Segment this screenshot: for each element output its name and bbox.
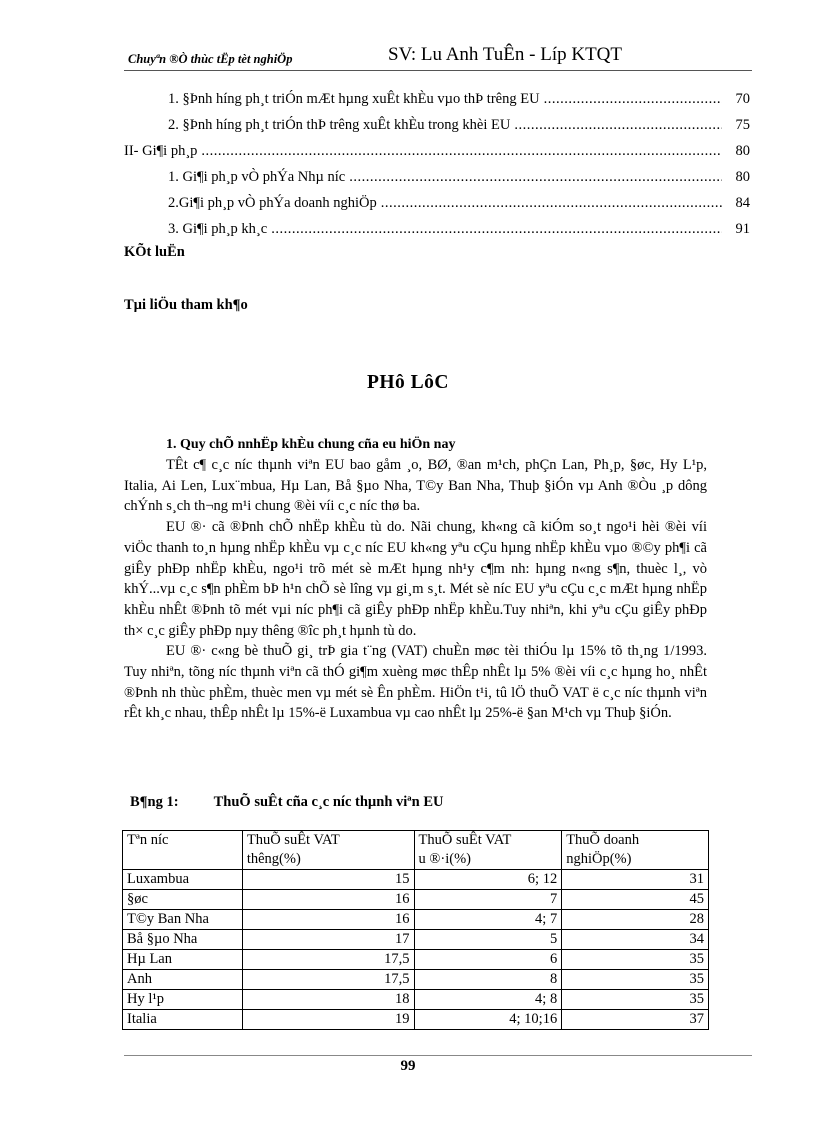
cell-vat-standard: 17,5 — [242, 950, 414, 970]
cell-vat-standard: 18 — [242, 990, 414, 1010]
toc-entry-page: 84 — [735, 195, 750, 211]
cell-vat-reduced: 4; 7 — [414, 910, 562, 930]
cell-corporate-tax: 31 — [562, 870, 709, 890]
cell-vat-reduced: 6 — [414, 950, 562, 970]
cell-vat-standard: 16 — [242, 890, 414, 910]
cell-vat-reduced: 7 — [414, 890, 562, 910]
cell-vat-reduced: 4; 8 — [414, 990, 562, 1010]
cell-country: T©y Ban Nha — [123, 910, 243, 930]
table-row — [123, 990, 709, 1010]
paragraph: TÊt c¶ c¸c níc thµnh viªn EU bao gåm ¸o, BØ, ®an m¹ch, phÇn Lan, Ph¸p, §øc, Hy L¹p, Italia, Ai Len, Lux¨mbua, Hµ Lan, Bå §µo Nha, T©y Ban Nha, Thuþ §iÓn vµ Anh ®Òu ¸p dông chÝnh s¸ch th¬ng m¹i chung ®èi víi c¸c níc thø ba. — [124, 457, 707, 515]
footer-divider — [124, 1055, 752, 1056]
table-row — [123, 970, 709, 990]
toc-leader-dots — [201, 138, 722, 164]
toc-entry — [124, 86, 750, 112]
cell-country: Luxambua — [123, 870, 243, 890]
cell-vat-standard: 17,5 — [242, 970, 414, 990]
cell-country: §øc — [123, 890, 243, 910]
cell-vat-reduced: 4; 10;16 — [414, 1010, 562, 1030]
cell-vat-standard: 17 — [242, 930, 414, 950]
toc-entry — [124, 190, 750, 216]
toc-entry-label: 1. Gi¶i ph¸p vÒ phÝa Nhµ níc — [168, 169, 346, 185]
toc-entry — [124, 164, 750, 190]
toc-entry-page: 80 — [735, 143, 750, 159]
toc-entry-page: 75 — [735, 117, 750, 133]
toc-leader-dots — [271, 216, 722, 242]
toc-entry — [124, 138, 750, 164]
vat-table — [122, 830, 709, 1030]
toc-entry — [124, 216, 750, 242]
cell-corporate-tax: 45 — [562, 890, 709, 910]
cell-vat-reduced: 8 — [414, 970, 562, 990]
table-row — [123, 930, 709, 950]
cell-country: Bå §µo Nha — [123, 930, 243, 950]
table-row — [123, 950, 709, 970]
toc-entry — [124, 112, 750, 138]
header-corporate-tax: ThuÕ doanh nghiÖp(%) — [562, 831, 709, 870]
cell-vat-standard: 15 — [242, 870, 414, 890]
page-number: 99 — [400, 1058, 416, 1074]
table-caption-text: ThuÕ suÊt cña c¸c níc thµnh viªn EU — [213, 794, 444, 810]
cell-country: Hµ Lan — [123, 950, 243, 970]
toc-entry-label: 2.Gi¶i ph¸p vÒ phÝa doanh nghiÖp — [168, 195, 377, 211]
body-text — [124, 455, 707, 724]
appendix-title: PHô LôC — [366, 372, 450, 393]
toc-leader-dots — [381, 190, 722, 216]
paragraph: EU ®· cã ®Þnh chÕ nhËp khÈu tù do. Nãi chung, kh«ng cã kiÓm so¸t ngo¹i hèi ®èi víi viÖc thanh to¸n hµng nhËp khÈu vµ c¸c níc EU kh«ng yªu cÇu hµng nhËp khÈu vµo ®©y ph¶i cã giÊy phÐp nhËp khÈu, ngo¹i trõ mét sè mÆt hµng nh¹y c¶m nh: hµng n«ng s¶n, thuèc l¸, vò khÝ...vµ c¸c s¶n phÈm bÞ h¹n chÕ sè lîng vµ gi¸m s¸t. Mét sè níc EU yªu cÇu c¸c mÆt hµng nhËp khÈu nhÊt ®Þnh tõ mét vµi níc ph¶i cã giÊy phÐp nhËp khÈu.Tuy nhiªn, khi yªu cÇu giÊy phÐp th× c¸c giÊy phÐp nµy thêng ®îc ph¸t hµnh tù do. — [124, 519, 707, 639]
table-row — [123, 890, 709, 910]
toc-leader-dots — [544, 86, 722, 112]
toc-entry-label: 3. Gi¶i ph¸p kh¸c — [168, 221, 268, 237]
references-heading: Tµi liÖu tham kh¶o — [124, 297, 248, 313]
cell-corporate-tax: 34 — [562, 930, 709, 950]
header-divider — [124, 70, 752, 71]
header-left-text: Chuyªn ®Ò thùc tËp tèt nghiÖp — [128, 52, 293, 66]
toc-leader-dots — [514, 112, 722, 138]
table-row — [123, 870, 709, 890]
toc-entry-page: 70 — [735, 91, 750, 107]
cell-corporate-tax: 28 — [562, 910, 709, 930]
conclusion-heading: KÕt luËn — [124, 244, 185, 260]
cell-country: Anh — [123, 970, 243, 990]
toc-entry-label: II- Gi¶i ph¸p — [124, 143, 198, 159]
cell-vat-reduced: 5 — [414, 930, 562, 950]
cell-country: Hy l¹p — [123, 990, 243, 1010]
table-header-row — [123, 831, 709, 870]
toc-entry-page: 80 — [735, 169, 750, 185]
cell-corporate-tax: 35 — [562, 970, 709, 990]
header-vat-standard: ThuÕ suÊt VAT thêng(%) — [242, 831, 414, 870]
cell-vat-reduced: 6; 12 — [414, 870, 562, 890]
toc-entry-label: 1. §Þnh híng ph¸t triÓn mÆt hµng xuÊt khÈu vµo thÞ trêng EU — [168, 91, 540, 107]
cell-country: Italia — [123, 1010, 243, 1030]
header-country: Tªn níc — [123, 831, 243, 870]
cell-corporate-tax: 35 — [562, 950, 709, 970]
toc-entry-page: 91 — [735, 221, 750, 237]
cell-corporate-tax: 35 — [562, 990, 709, 1010]
toc-leader-dots — [349, 164, 722, 190]
table-caption-label: B¶ng 1: — [130, 794, 179, 810]
table-row — [123, 910, 709, 930]
cell-corporate-tax: 37 — [562, 1010, 709, 1030]
section-title: 1. Quy chÕ nnhËp khÈu chung cña eu hiÖn nay — [166, 437, 456, 452]
table-row — [123, 1010, 709, 1030]
table-of-contents — [124, 86, 750, 242]
cell-vat-standard: 16 — [242, 910, 414, 930]
toc-entry-label: 2. §Þnh híng ph¸t triÓn thÞ trêng xuÊt khÈu trong khèi EU — [168, 117, 511, 133]
cell-vat-standard: 19 — [242, 1010, 414, 1030]
header-right-text: SV: Lu Anh TuÊn - Líp KTQT — [388, 44, 623, 65]
table-caption — [130, 794, 443, 811]
header-vat-reduced: ThuÕ suÊt VAT u ®·i(%) — [414, 831, 562, 870]
paragraph: EU ®· c«ng bè thuÕ gi¸ trÞ gia t¨ng (VAT) chuÈn møc tèi thiÓu lµ 15% tõ th¸ng 1/1993. Tuy nhiªn, tõng níc thµnh viªn cã thÓ gi¶m xuèng møc thÊp nhÊt lµ 5% ®èi víi c¸c hµng ho¸ nhÊt ®Þnh nh thùc phÈm, thuèc men vµ mét sè Ên phÈm. HiÖn t¹i, tû lÖ thuÕ VAT ë c¸c níc thµnh viªn rÊt kh¸c nhau, thÊp nhÊt lµ 15%-ë Luxambua vµ cao nhÊt lµ 25%-ë §an M¹ch vµ Thuþ §iÓn. — [124, 643, 707, 722]
